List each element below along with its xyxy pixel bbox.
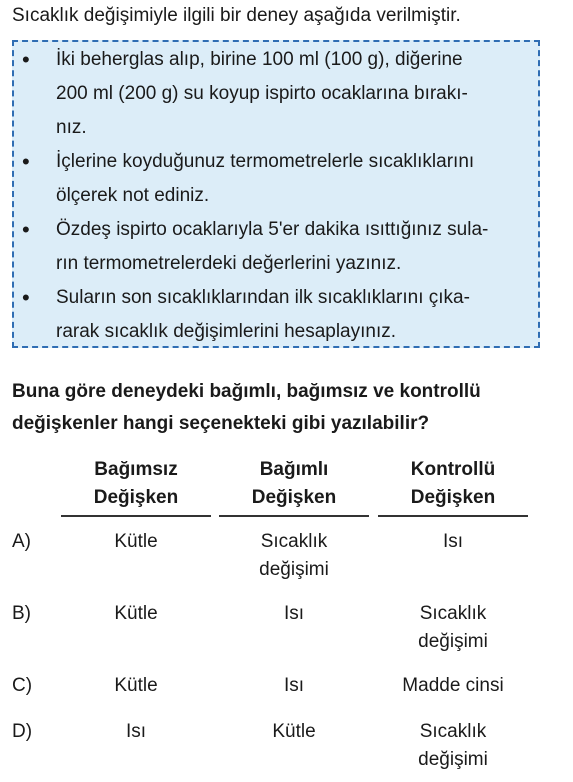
step-line: Özdeş ispirto ocaklarıyla 5'er dakika ısıttığınız sula-: [56, 219, 489, 240]
step-line: rın termometrelerdeki değerlerini yazınız.: [56, 253, 402, 274]
bullet-icon: •: [22, 285, 30, 310]
table-cell: [219, 718, 369, 746]
table-cell: [378, 528, 528, 556]
table-cell: [219, 528, 369, 584]
option-label[interactable]: A): [12, 531, 31, 552]
cell-line: Kütle: [272, 721, 316, 742]
step-line: rarak sıcaklık değişimlerini hesaplayınız.: [56, 321, 397, 342]
table-cell: [61, 600, 211, 628]
question-line: değişkenler hangi seçenekteki gibi yazılabilir?: [12, 413, 430, 434]
table-cell: [219, 600, 369, 628]
table-cell: [61, 718, 211, 746]
table-cell: [61, 672, 211, 700]
step-line: İki beherglas alıp, birine 100 ml (100 g), diğerine: [56, 49, 463, 70]
question-text: [12, 376, 560, 440]
cell-line: Kütle: [114, 531, 158, 552]
cell-line: değişimi: [418, 749, 488, 770]
option-label[interactable]: C): [12, 675, 33, 696]
table-cell: [378, 600, 528, 656]
table-cell: [61, 528, 211, 556]
header-underline: [61, 515, 211, 517]
step-line: ölçerek not ediniz.: [56, 185, 210, 206]
intro-text: Sıcaklık değişimiyle ilgili bir deney aşağıda verilmiştir.: [12, 5, 461, 26]
bullet-icon: •: [22, 149, 30, 174]
step-line: nız.: [56, 117, 87, 138]
option-label[interactable]: B): [12, 603, 31, 624]
table-cell: [219, 672, 369, 700]
header-controlled-variable: [378, 456, 528, 512]
cell-line: Isı: [442, 531, 464, 552]
cell-line: Isı: [283, 675, 305, 696]
step-line: İçlerine koyduğunuz termometrelerle sıcaklıklarını: [56, 151, 475, 172]
header-line: Bağımsız: [94, 459, 178, 480]
header-line: Değişken: [410, 487, 496, 508]
header-underline: [378, 515, 528, 517]
table-cell: [378, 718, 528, 774]
header-line: Bağımlı: [259, 459, 329, 480]
header-independent-variable: [61, 456, 211, 512]
cell-line: Madde cinsi: [402, 675, 504, 696]
option-label[interactable]: D): [12, 721, 33, 742]
cell-line: Isı: [125, 721, 147, 742]
header-line: Değişken: [93, 487, 179, 508]
header-underline: [219, 515, 369, 517]
bullet-icon: •: [22, 217, 30, 242]
cell-line: değişimi: [259, 559, 329, 580]
cell-line: Kütle: [114, 603, 158, 624]
header-line: Değişken: [251, 487, 337, 508]
cell-line: Sıcaklık: [419, 721, 487, 742]
table-cell: [378, 672, 528, 700]
experiment-steps-box: [12, 40, 540, 348]
header-dependent-variable: [219, 456, 369, 512]
cell-line: değişimi: [418, 631, 488, 652]
cell-line: Kütle: [114, 675, 158, 696]
cell-line: Sıcaklık: [260, 531, 328, 552]
step-line: Suların son sıcaklıklarından ilk sıcaklıklarını çıka-: [56, 287, 470, 308]
header-line: Kontrollü: [410, 459, 496, 480]
step-line: 200 ml (200 g) su koyup ispirto ocaklarına bırakı-: [56, 83, 468, 104]
cell-line: Sıcaklık: [419, 603, 487, 624]
question-line: Buna göre deneydeki bağımlı, bağımsız ve kontrollü: [12, 381, 481, 402]
cell-line: Isı: [283, 603, 305, 624]
bullet-icon: •: [22, 47, 30, 72]
